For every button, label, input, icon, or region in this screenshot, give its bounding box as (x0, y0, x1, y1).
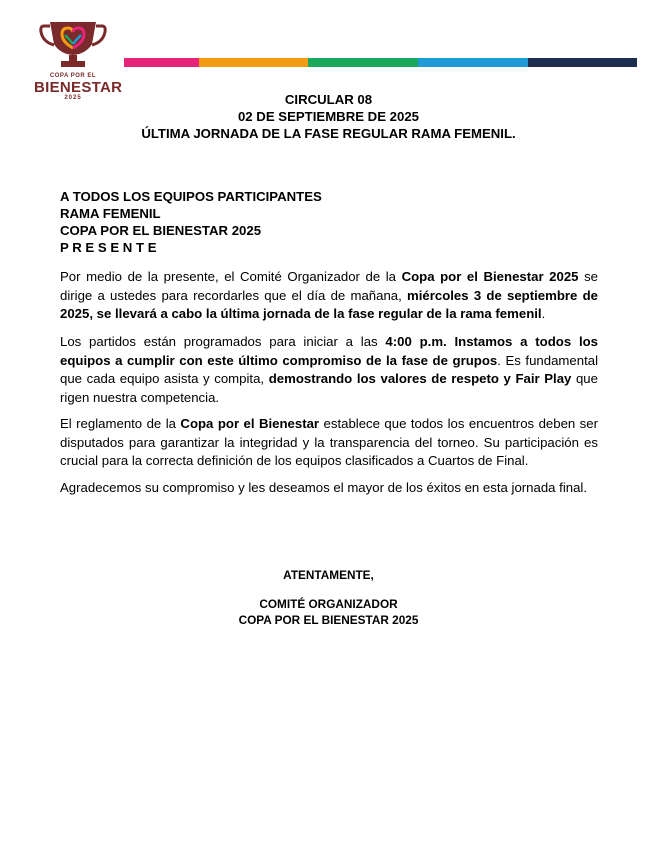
p3-text-2: establece que todos los encuentros deben ser disputados para garantizar la integridad y la transparencia del torneo. Su participación es crucial para la correcta definición de los equipos clasificados a Cuartos de Final. (60, 416, 598, 468)
p3-text-1: El reglamento de la (60, 416, 181, 431)
addressee-line-3: COPA POR EL BIENESTAR 2025 (60, 223, 262, 238)
p1-text-1: Por medio de la presente, el Comité Organizador de la (60, 269, 402, 284)
circular-subject: ÚLTIMA JORNADA DE LA FASE REGULAR RAMA FEMENIL. (141, 126, 516, 141)
stripe-segment-green (308, 58, 418, 67)
addressee-line-4: P R E S E N T E (60, 240, 157, 255)
p2-bold-1: 4:00 p.m. Instamos a todos los equipos a cumplir con este último compromiso de la fase de grupos (60, 334, 599, 368)
trophy-icon (34, 18, 112, 74)
stripe-segment-pink (124, 58, 199, 67)
p3-bold-1: Copa por el Bienestar (180, 416, 320, 431)
signature-closing: ATENTAMENTE, (283, 568, 374, 582)
signature-org-2: COPA POR EL BIENESTAR 2025 (238, 613, 419, 627)
logo-line-2: BIENESTAR (34, 79, 123, 96)
p1-text-2: se dirige a ustedes para recordarles que el día de mañana, (60, 269, 598, 303)
p2-text-1: Los partidos están programados para iniciar a las (60, 334, 386, 349)
p2-text-3: que rigen nuestra competencia. (60, 371, 598, 405)
stripe-segment-orange (199, 58, 308, 67)
signature-org-1: COMITÉ ORGANIZADOR (259, 597, 398, 611)
paragraph-2 (60, 333, 598, 407)
p1-text-3: . (541, 306, 546, 321)
addressee-line-2: RAMA FEMENIL (60, 206, 161, 221)
stripe-segment-blue (418, 58, 528, 67)
p2-text-2: . Es fundamental que cada equipo asista y compita, (60, 352, 599, 386)
paragraph-4: Agradecemos su compromiso y les deseamos el mayor de los éxitos en esta jornada final. (60, 480, 588, 495)
addressee-line-1: A TODOS LOS EQUIPOS PARTICIPANTES (60, 189, 322, 204)
paragraph-1 (60, 268, 598, 324)
p1-bold-2: miércoles 3 de septiembre de 2025, se llevará a cabo la última jornada de la fase regular de la rama femenil (60, 287, 598, 321)
p1-bold-1: Copa por el Bienestar 2025 (401, 269, 579, 284)
stripe-segment-navy (528, 58, 637, 67)
logo-line-1: COPA POR EL (49, 73, 97, 79)
p2-bold-2: demostrando los valores de respeto y Fair Play (268, 371, 572, 386)
circular-number: CIRCULAR 08 (284, 92, 373, 107)
logo-line-3: 2025 (64, 95, 82, 101)
paragraph-3 (60, 415, 598, 471)
circular-date: 02 DE SEPTIEMBRE DE 2025 (237, 109, 420, 124)
